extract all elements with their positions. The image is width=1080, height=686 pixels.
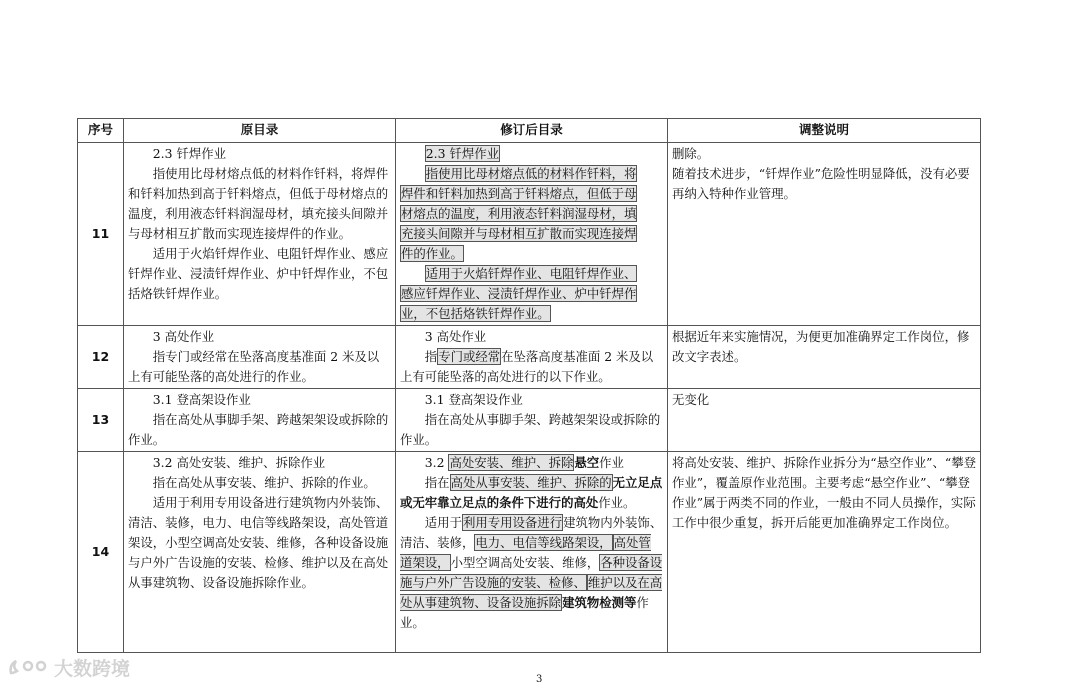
deleted-mark: 件的作业。 (401, 246, 463, 261)
header-note: 调整说明 (668, 119, 981, 143)
changed-mark: 电力、电信等线路架设， (475, 535, 612, 550)
header-original: 原目录 (124, 119, 396, 143)
original-paragraph: 指使用比母材熔点低的材料作钎料，将焊件和钎料加热到高于钎料熔点，但低于母材熔点的温度，利用液态钎料润湿母材，填充接头间隙并与母材相互扩散而实现连接焊件的作业。 (128, 166, 389, 241)
inserted-text: 无立足点或无牢靠立足点的条件下进行的高处 (400, 475, 663, 510)
note-cell (668, 143, 981, 326)
revised-cell (396, 143, 668, 326)
header-revised: 修订后目录 (396, 119, 668, 143)
note-text: 删除。 (672, 146, 710, 161)
note-cell (668, 452, 981, 653)
watermark (8, 654, 130, 680)
header-seq: 序号 (78, 119, 124, 143)
table-row (78, 326, 981, 389)
original-title: 3.2 高处安装、维护、拆除作业 (152, 455, 326, 470)
deleted-mark: 指使用比母材熔点低的材料作钎料，将 (425, 166, 637, 181)
revised-title: 3 高处作业 (424, 329, 487, 344)
revised-paragraph: 指在高处从事脚手架、跨越架架设或拆除的作业。 (400, 412, 661, 447)
note-text: 随着技术进步，“钎焊作业”危险性明显降低，没有必要再纳入特种作业管理。 (672, 166, 970, 201)
note-text: 根据近年来实施情况，为便更加准确界定工作岗位，修改文字表述。 (672, 329, 970, 364)
changed-mark: 高处从事安装、维护、拆除的 (450, 475, 612, 490)
original-title: 3.1 登高架设作业 (152, 392, 251, 407)
revised-paragraph: 指专门或经常在坠落高度基准面 2 米及以上有可能坠落的高处进行的以下作业。 (400, 349, 654, 384)
row-number: 14 (78, 452, 124, 653)
revised-cell (396, 389, 668, 452)
inserted-text: 悬空 (574, 455, 600, 470)
original-paragraph: 适用于火焰钎焊作业、电阻钎焊作业、感应钎焊作业、浸渍钎焊作业、炉中钎焊作业，不包括烙铁钎焊作业。 (128, 246, 389, 301)
table-row (78, 143, 981, 326)
revision-table (77, 118, 981, 653)
table-row (78, 389, 981, 452)
revised-title (400, 144, 663, 164)
deleted-mark: 感应钎焊作业、浸渍钎焊作业、炉中钎焊作 (401, 286, 637, 301)
revised-paragraph: 适用于利用专用设备进行建筑物内外装饰、清洁、装修，电力、电信等线路架设， 高处管道架设，小型空调高处安装、维修，各种设备设施与户外广告设施的安装、检修、 维护以及在高处从事建筑物、设备设施拆除建筑物检测等作业。 (400, 515, 663, 630)
deleted-mark: 业，不包括烙铁钎焊作业。 (401, 306, 550, 321)
deleted-mark: 2.3 钎焊作业 (425, 146, 500, 161)
deleted-mark: 焊件和钎料加热到高于钎料熔点，但低于母 (401, 186, 637, 201)
original-cell (124, 326, 396, 389)
revised-paragraph: 指在高处从事安装、维护、拆除的无立足点或无牢靠立足点的条件下进行的高处作业。 (400, 475, 663, 510)
original-paragraph: 适用于利用专用设备进行建筑物内外装饰、清洁、装修，电力、电信等线路架设，高处管道架设，小型空调高处安装、维修，各种设备设施与户外广告设施的安装、检修、维护以及在高处从事建筑物、设备设施拆除作业。 (128, 495, 389, 590)
row-number: 11 (78, 143, 124, 326)
row-number: 13 (78, 389, 124, 452)
note-cell (668, 389, 981, 452)
original-cell (124, 452, 396, 653)
revised-cell (396, 326, 668, 389)
inserted-text: 建筑物检测等 (562, 595, 637, 610)
original-title: 3 高处作业 (152, 329, 215, 344)
revised-title: 3.2 高处安装、维护、拆除悬空作业 (424, 455, 624, 470)
changed-mark: 专门或经常 (438, 349, 501, 364)
original-paragraph: 指专门或经常在坠落高度基准面 2 米及以上有可能坠落的高处进行的作业。 (128, 349, 380, 384)
note-text: 将高处安装、维护、拆除作业拆分为“悬空作业”、“攀登作业”，覆盖原作业范围。主要考虑“悬空作业”、“攀登作业”属于两类不同的作业，一般由不同人员操作，实际工作中很少重复，拆开后能更加准确界定工作岗位。 (672, 455, 976, 530)
changed-mark: 各种设备设施与户外广告设施的安装、检修、 (400, 555, 663, 590)
deleted-mark: 材熔点的温度，利用液态钎料润湿母材，填 (401, 206, 637, 221)
note-cell (668, 326, 981, 389)
header-row (78, 119, 981, 143)
original-cell (124, 143, 396, 326)
deleted-mark: 充接头间隙并与母材相互扩散而实现连接焊 (401, 226, 637, 241)
revised-cell (396, 452, 668, 653)
original-paragraph: 指在高处从事脚手架、跨越架架设或拆除的作业。 (128, 412, 389, 447)
changed-mark: 利用专用设备进行 (462, 515, 563, 530)
original-title: 2.3 钎焊作业 (152, 146, 227, 161)
table-row (78, 452, 981, 653)
row-number: 12 (78, 326, 124, 389)
page-number: 3 (536, 674, 543, 685)
original-cell (124, 389, 396, 452)
deleted-mark: 适用于火焰钎焊作业、电阻钎焊作业、 (425, 266, 637, 281)
watermark-text: 大数跨境 (54, 657, 131, 680)
original-paragraph: 指在高处从事安装、维护、拆除的作业。 (152, 475, 376, 490)
changed-mark: 高处管道架设， (400, 535, 651, 570)
changed-mark: 高处安装、维护、拆除 (449, 455, 574, 470)
wechat-icon (8, 655, 50, 679)
note-text: 无变化 (672, 392, 710, 407)
changed-mark: 维护以及在高处从事建筑物、设备设施拆除 (400, 575, 663, 610)
revised-title: 3.1 登高架设作业 (424, 392, 523, 407)
